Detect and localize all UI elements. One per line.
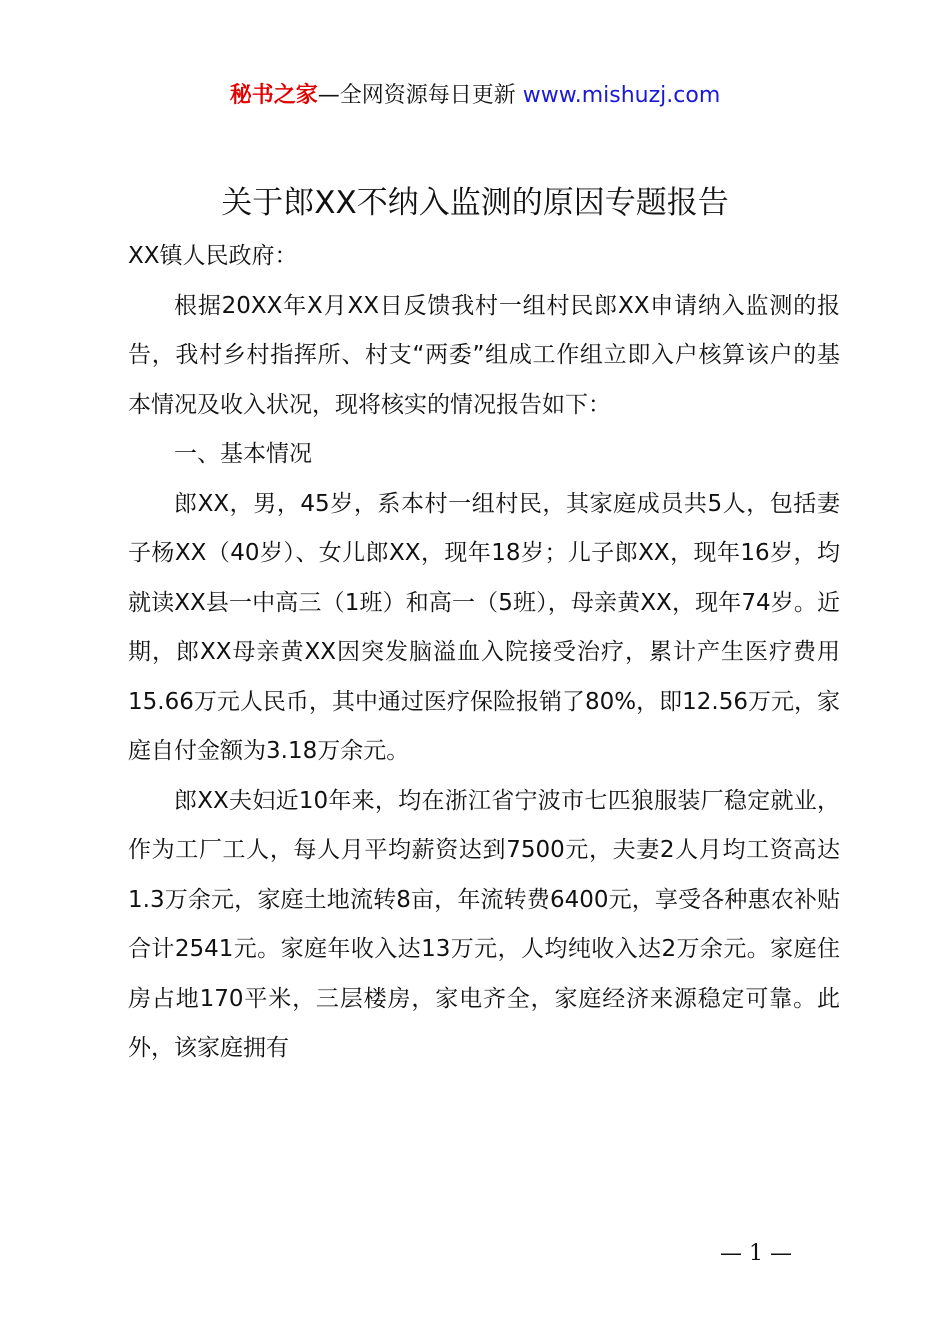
site-url-link[interactable]: www.mishuzj.com (522, 83, 721, 108)
page-number: — 1 — (720, 1241, 792, 1266)
salutation: XX镇人民政府： (128, 243, 298, 269)
site-brand: 秘书之家 (229, 83, 318, 108)
body-paragraph: 郎XX夫妇近10年来，均在浙江省宁波市七匹狼服装厂稳定就业，作为工厂工人，每人月平均薪资达到7500元，夫妻2人月均工资高达1.3万余元，家庭土地流转8亩，年流转费6400元，享受各种惠农补贴合计2541元。家庭年收入达13万元，人均纯收入达2万余元。家庭住房占地170平米，三层楼房，家电齐全，家庭经济来源稳定可靠。此外，该家庭拥有 (128, 787, 840, 1061)
site-tagline: —全网资源每日更新 (317, 83, 516, 108)
document-title: 关于郎XX不纳入监测的原因专题报告 (221, 185, 729, 221)
body-paragraph: 郎XX，男，45岁，系本村一组村民，其家庭成员共5人，包括妻子杨XX（40岁）、女儿郎XX，现年18岁；儿子郎XX，现年16岁，均就读XX县一中高三（1班）和高一（5班），母亲黄XX，现年74岁。近期，郎XX母亲黄XX因突发脑溢血入院接受治疗，累计产生医疗费用15.66万元人民币，其中通过医疗保险报销了80%，即12.56万元，家庭自付金额为3.18万余元。 (128, 490, 840, 764)
section-heading: 一、基本情况 (174, 441, 312, 467)
body-paragraph: 根据20XX年X月XX日反馈我村一组村民郎XX申请纳入监测的报告，我村乡村指挥所、村支“两委”组成工作组立即入户核算该户的基本情况及收入状况，现将核实的情况报告如下： (128, 292, 840, 418)
site-header (0, 80, 950, 112)
document-body (128, 232, 840, 1074)
